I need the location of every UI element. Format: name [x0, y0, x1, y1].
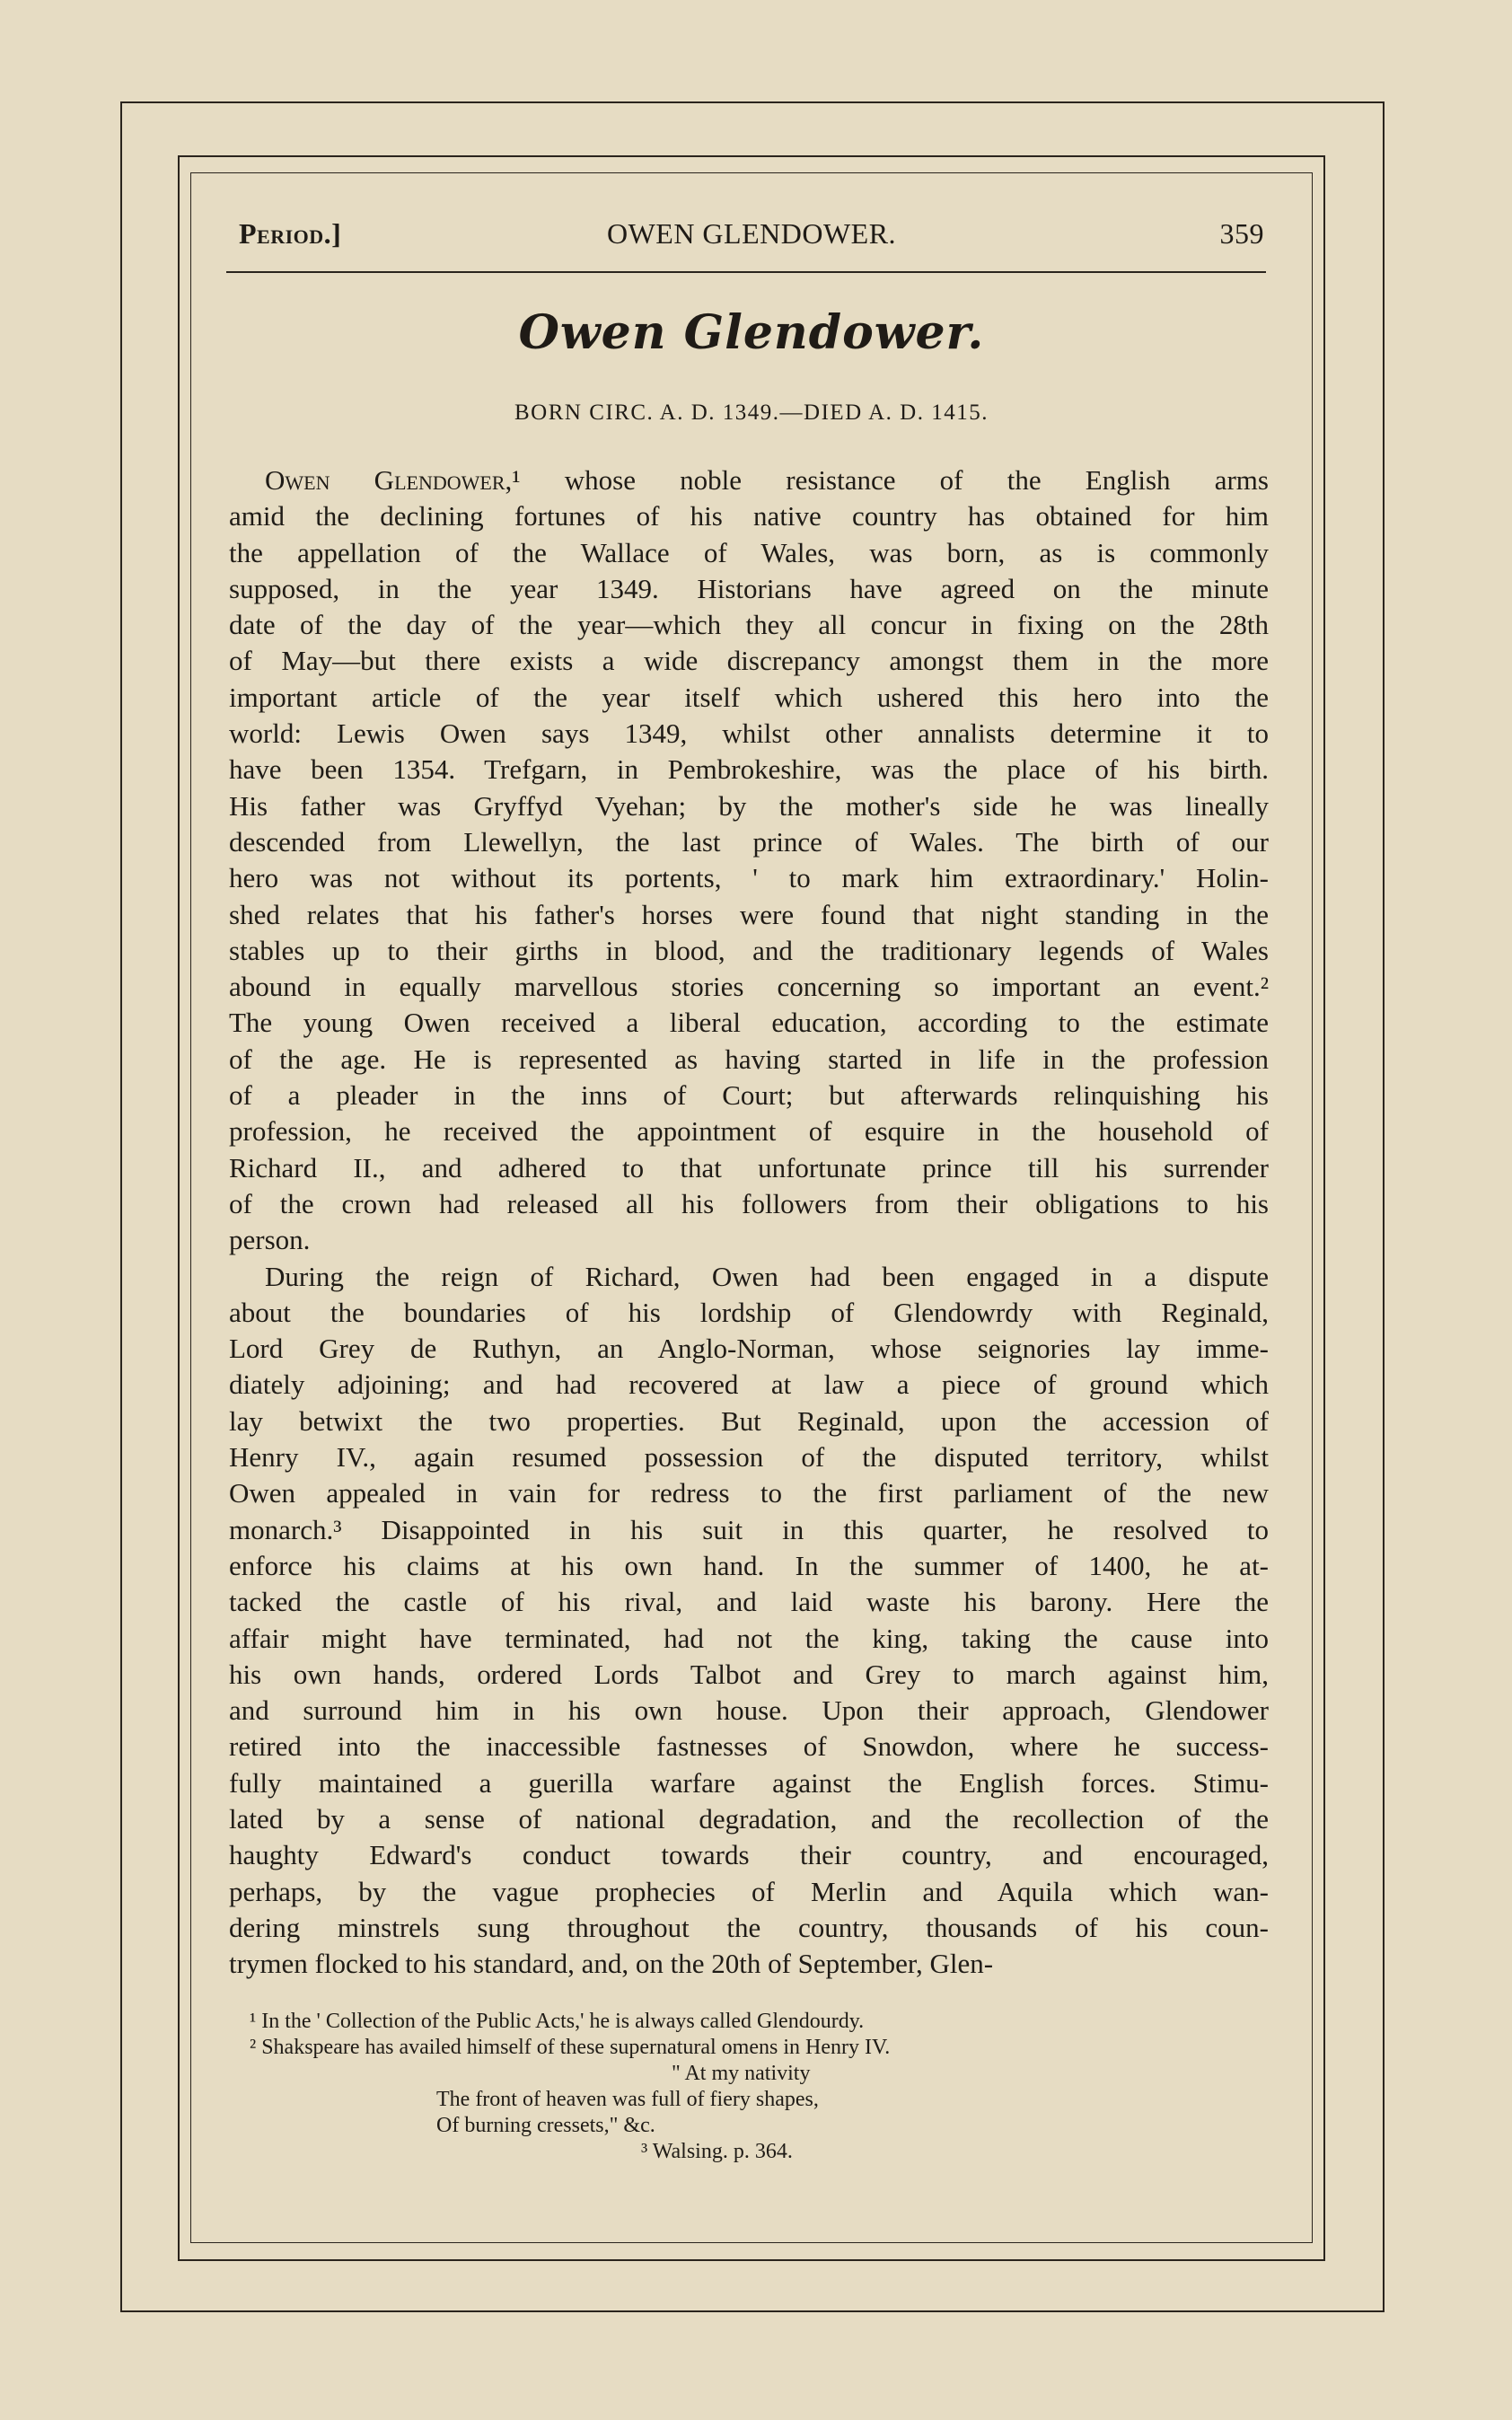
text-line: retired into the inaccessible fastnesses of Snowdon, where he success-	[229, 1730, 1269, 1763]
text-line: profession, he received the appointment of esquire in the household of	[229, 1115, 1269, 1148]
text-line: amid the declining fortunes of his native country has obtained for him	[229, 500, 1269, 532]
text-line: hero was not without its portents, ' to mark him extraordinary.' Holin-	[229, 862, 1269, 894]
text-line: lay betwixt the two properties. But Reginald, upon the accession of	[229, 1404, 1269, 1437]
footnote-2-quote-line-1: " At my nativity	[672, 2062, 811, 2085]
text-line: of the crown had released all his followers from their obligations to his	[229, 1187, 1269, 1219]
text-line: perhaps, by the vague prophecies of Merlin and Aquila which wan-	[229, 1875, 1269, 1907]
text-line: descended from Llewellyn, the last prince of Wales. The birth of our	[229, 825, 1269, 858]
text-line: During the reign of Richard, Owen had been engaged in a dispute	[265, 1260, 1269, 1292]
footnote-2: ² Shakspeare has availed himself of these supernatural omens in Henry IV.	[250, 2036, 891, 2059]
running-head-title: OWEN GLENDOWER.	[606, 217, 897, 250]
text-line: haughty Edward's conduct towards their country, and encouraged,	[229, 1839, 1269, 1871]
text-line: Owen Glendower,¹ whose noble resistance of the English arms	[265, 464, 1269, 496]
footnote-2-quote-line-3: Of burning cressets," &c.	[436, 2114, 655, 2137]
text-line: world: Lewis Owen says 1349, whilst other annalists determine it to	[229, 717, 1269, 750]
text-line: The young Owen received a liberal education, according to the estimate	[229, 1007, 1269, 1039]
text-line: of a pleader in the inns of Court; but afterwards relinquishing his	[229, 1079, 1269, 1112]
text-line: abound in equally marvellous stories concerning so important an event.²	[229, 971, 1269, 1003]
footnote-3: ³ Walsing. p. 364.	[641, 2140, 793, 2163]
text-line: stables up to their girths in blood, and the traditionary legends of Wales	[229, 934, 1269, 966]
text-line: person.	[229, 1224, 311, 1256]
text-line: Richard II., and adhered to that unfortunate prince till his surrender	[229, 1151, 1269, 1184]
text-line: have been 1354. Trefgarn, in Pembrokeshire, was the place of his birth.	[229, 753, 1269, 786]
page-number: 359	[1219, 217, 1264, 250]
text-line: diately adjoining; and had recovered at law a piece of ground which	[229, 1368, 1269, 1401]
text-line: shed relates that his father's horses were found that night standing in the	[229, 898, 1269, 930]
text-line: of May—but there exists a wide discrepancy amongst them in the more	[229, 645, 1269, 677]
running-head	[235, 214, 1268, 259]
lead-name: Owen Glendower,	[265, 464, 513, 496]
text-line: monarch.³ Disappointed in his suit in this quarter, he resolved to	[229, 1513, 1269, 1545]
footnotes	[250, 2009, 1237, 2165]
text-line: His father was Gryffyd Vyehan; by the mother's side he was lineally	[229, 789, 1269, 822]
text-line: tacked the castle of his rival, and laid waste his barony. Here the	[229, 1586, 1269, 1618]
text-line: affair might have terminated, had not the king, taking the cause into	[229, 1622, 1269, 1654]
header-rule	[226, 271, 1266, 273]
text-line: Henry IV., again resumed possession of the disputed territory, whilst	[229, 1441, 1269, 1474]
paragraph-2	[229, 1259, 1269, 1983]
running-head-section: Period.]	[239, 217, 342, 250]
text-line: supposed, in the year 1349. Historians have agreed on the minute	[229, 572, 1269, 604]
text-line: of the age. He is represented as having started in life in the profession	[229, 1043, 1269, 1075]
text-line: trymen flocked to his standard, and, on the 20th of September, Glen-	[229, 1948, 994, 1980]
text-line: fully maintained a guerilla warfare against the English forces. Stimu-	[229, 1766, 1269, 1799]
footnote-2-quote-line-2: The front of heaven was full of fiery shapes,	[436, 2088, 819, 2111]
article-title: Owen Glendower.	[518, 305, 985, 360]
text-line: Lord Grey de Ruthyn, an Anglo-Norman, whose seignories lay imme-	[229, 1333, 1269, 1365]
text-line: dering minstrels sung throughout the country, thousands of his coun-	[229, 1911, 1269, 1943]
article-dates: BORN CIRC. A. D. 1349.—DIED A. D. 1415.	[514, 400, 989, 425]
article-body	[229, 462, 1269, 1982]
paragraph-1	[229, 462, 1269, 1259]
text-line: date of the day of the year—which they all concur in fixing on the 28th	[229, 609, 1269, 641]
text-line: lated by a sense of national degradation, and the recollection of the	[229, 1802, 1269, 1835]
text-line: enforce his claims at his own hand. In the summer of 1400, he at-	[229, 1549, 1269, 1581]
text-line: his own hands, ordered Lords Talbot and Grey to march against him,	[229, 1658, 1269, 1690]
text-line: and surround him in his own house. Upon their approach, Glendower	[229, 1694, 1269, 1727]
text-line: Owen appealed in vain for redress to the first parliament of the new	[229, 1477, 1269, 1509]
footnote-1: ¹ In the ' Collection of the Public Acts,' he is always called Glendourdy.	[250, 2010, 865, 2033]
text-line: important article of the year itself which ushered this hero into the	[229, 681, 1269, 713]
text-line: about the boundaries of his lordship of Glendowrdy with Reginald,	[229, 1296, 1269, 1328]
text-line: the appellation of the Wallace of Wales, was born, as is commonly	[229, 536, 1269, 568]
